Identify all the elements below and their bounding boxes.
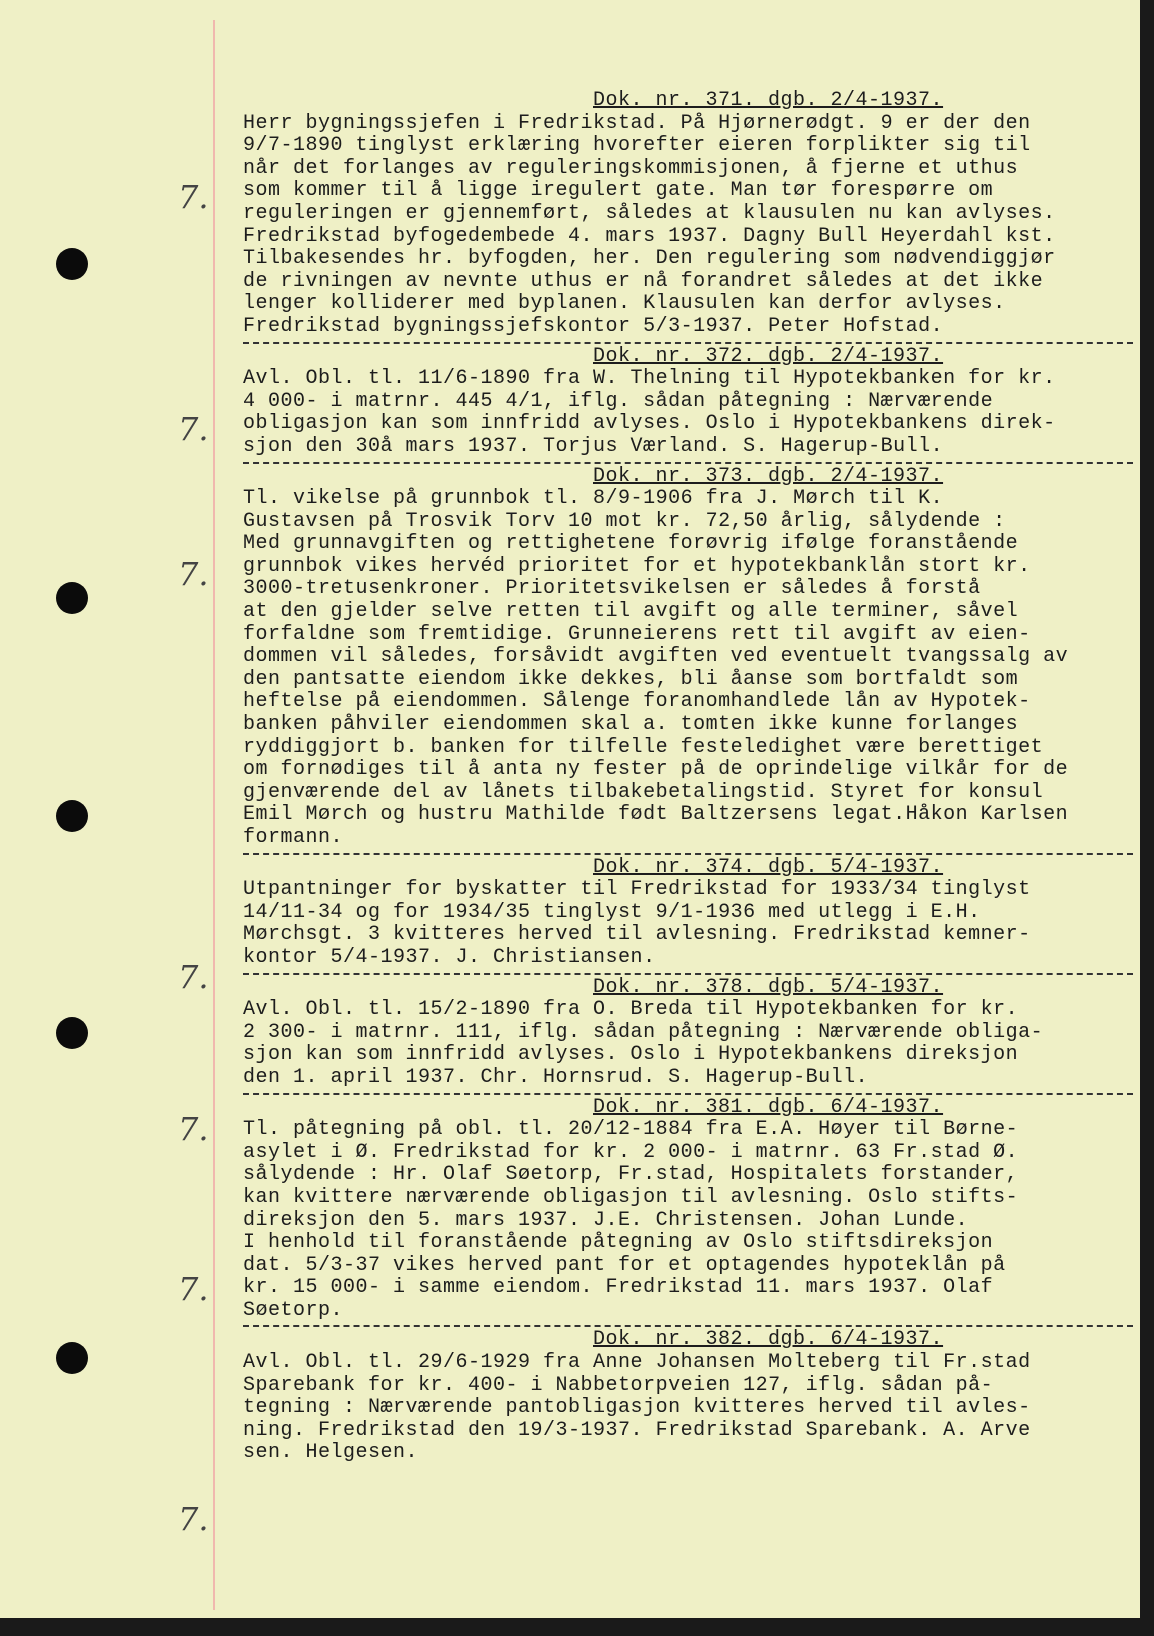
entry-text-line: Utpantninger for byskatter til Fredrikstad for 1933/34 tinglyst xyxy=(243,878,1031,902)
entry-text-line: 14/11-34 og for 1934/35 tinglyst 9/1-1936 med utlegg i E.H. xyxy=(243,900,981,924)
entry-text-line: at den gjelder selve retten til avgift og alle terminer, såvel xyxy=(243,600,1019,624)
entry-separator xyxy=(243,973,1133,975)
punch-hole xyxy=(56,1017,88,1049)
punch-hole xyxy=(56,582,88,614)
entry-text-line: I henhold til foranstående påtegning av Oslo stiftsdireksjon xyxy=(243,1231,994,1255)
entry-separator xyxy=(243,1325,1133,1327)
entry-text-line: Emil Mørch og hustru Mathilde født Baltzersens legat.Håkon Karlsen xyxy=(243,803,1069,827)
margin-check-mark: 7. xyxy=(178,1110,209,1148)
entry-text-line: ryddiggjort b. banken for tilfelle festeledighet være berettiget xyxy=(243,735,1044,759)
entry-header: Dok. nr. 378. dgb. 5/4-1937. xyxy=(593,975,944,999)
entry-text-line: Mørchsgt. 3 kvitteres herved til avlesning. Fredrikstad kemner- xyxy=(243,923,1031,947)
entry-text-line: når det forlanges av reguleringskommisjonen, å fjerne et uthus xyxy=(243,156,1019,180)
document-entry xyxy=(243,90,1133,344)
margin-check-mark: 7. xyxy=(178,958,209,996)
punch-hole xyxy=(56,800,88,832)
entry-text-line: 3000-tretusenkroner. Prioritetsvikelsen er således å forstå xyxy=(243,577,981,601)
entry-separator xyxy=(243,462,1133,464)
entry-text-line: forfaldne som fremtidige. Grunneierens rett til avgift av eien- xyxy=(243,622,1031,646)
entry-text-line: dat. 5/3-37 vikes herved pant for et optagendes hypoteklån på xyxy=(243,1253,1006,1277)
entry-text-line: Herr bygningssjefen i Fredrikstad. På Hjørnerødgt. 9 er der den xyxy=(243,111,1031,135)
entry-text-line: de rivningen av nevnte uthus er nå forandret således at det ikke xyxy=(243,269,1044,293)
punch-hole xyxy=(56,248,88,280)
entry-separator xyxy=(243,1093,1133,1095)
entry-text-line: 4 000- i matrnr. 445 4/1, iflg. sådan påtegning : Nærværende xyxy=(243,389,994,413)
entry-text-line: obligasjon kan som innfridd avlyses. Oslo i Hypotekbankens direk- xyxy=(243,412,1056,436)
entry-text-line: kr. 15 000- i samme eiendom. Fredrikstad 11. mars 1937. Olaf xyxy=(243,1276,994,1300)
entry-text-line: kontor 5/4-1937. J. Christiansen. xyxy=(243,945,656,969)
document-entry xyxy=(243,346,1133,464)
entry-text-line: Gustavsen på Trosvik Torv 10 mot kr. 72,50 årlig, sålydende : xyxy=(243,509,1006,533)
document-body xyxy=(243,90,1133,1465)
entry-text-line: ning. Fredrikstad den 19/3-1937. Fredrikstad Sparebank. A. Arve xyxy=(243,1418,1031,1442)
entry-header: Dok. nr. 381. dgb. 6/4-1937. xyxy=(593,1095,944,1119)
entry-separator xyxy=(243,853,1133,855)
entry-text-line: banken påhviler eiendommen skal a. tomten ikke kunne forlanges xyxy=(243,713,1019,737)
entry-separator xyxy=(243,342,1133,344)
entry-text-line: formann. xyxy=(243,826,344,849)
entry-text-line: den 1. april 1937. Chr. Hornsrud. S. Hagerup-Bull. xyxy=(243,1065,869,1089)
entry-text-line: Fredrikstad bygningssjefskontor 5/3-1937. Peter Hofstad. xyxy=(243,314,944,338)
entry-text-line: grunnbok vikes hervéd prioritet for et hypotekbanklån stort kr. xyxy=(243,554,1031,578)
entry-text-line: gjenværende del av lånets tilbakebetalingstid. Styret for konsul xyxy=(243,780,1044,804)
document-entry xyxy=(243,1329,1133,1465)
margin-check-mark: 7. xyxy=(178,1500,209,1538)
entry-text-line: direksjon den 5. mars 1937. J.E. Christensen. Johan Lunde. xyxy=(243,1208,969,1232)
entry-text-line: Fredrikstad byfogedembede 4. mars 1937. Dagny Bull Heyerdahl kst. xyxy=(243,224,1056,248)
margin-line xyxy=(213,20,215,1610)
entry-text-line: sen. Helgesen. xyxy=(243,1441,419,1465)
entry-text-line: sålydende : Hr. Olaf Søetorp, Fr.stad, Hospitalets forstander, xyxy=(243,1163,1019,1187)
entry-header: Dok. nr. 372. dgb. 2/4-1937. xyxy=(593,344,944,368)
entry-text-line: om fornødiges til å anta ny fester på de oprindelige vilkår for de xyxy=(243,758,1069,782)
entry-text-line: 2 300- i matrnr. 111, iflg. sådan påtegning : Nærværende obliga- xyxy=(243,1020,1044,1044)
entry-text-line: sjon kan som innfridd avlyses. Oslo i Hypotekbankens direksjon xyxy=(243,1043,1019,1067)
entry-text-line: kan kvittere nærværende obligasjon til avlesning. Oslo stifts- xyxy=(243,1185,1019,1209)
entry-text-line: sjon den 30å mars 1937. Torjus Værland. S. Hagerup-Bull. xyxy=(243,434,944,458)
entry-text-line: Søetorp. xyxy=(243,1298,344,1322)
document-entry xyxy=(243,977,1133,1095)
entry-text-line: Tl. vikelse på grunnbok tl. 8/9-1906 fra J. Mørch til K. xyxy=(243,487,944,511)
entry-text-line: som kommer til å ligge iregulert gate. Man tør forespørre om xyxy=(243,179,994,203)
entry-text-line: Avl. Obl. tl. 15/2-1890 fra O. Breda til Hypotekbanken for kr. xyxy=(243,998,1019,1022)
entry-text-line: Med grunnavgiften og rettighetene forøvrig ifølge foranstående xyxy=(243,532,1019,556)
entry-text-line: asylet i Ø. Fredrikstad for kr. 2 000- i matrnr. 63 Fr.stad Ø. xyxy=(243,1140,1019,1164)
document-entry xyxy=(243,466,1133,855)
entry-text-line: lenger kolliderer med byplanen. Klausulen kan derfor avlyses. xyxy=(243,292,1006,316)
entry-text-line: tegning : Nærværende pantobligasjon kvitteres herved til avles- xyxy=(243,1396,1031,1420)
margin-check-mark: 7. xyxy=(178,555,209,593)
entry-text-line: reguleringen er gjennemført, således at klausulen nu kan avlyses. xyxy=(243,201,1056,225)
entry-header: Dok. nr. 371. dgb. 2/4-1937. xyxy=(593,89,944,112)
document-entry xyxy=(243,857,1133,975)
document-entry xyxy=(243,1097,1133,1328)
entry-text-line: den pantsatte eiendom ikke dekkes, bli åanse som bortfaldt som xyxy=(243,667,1019,691)
entry-text-line: Avl. Obl. tl. 29/6-1929 fra Anne Johansen Molteberg til Fr.stad xyxy=(243,1351,1031,1375)
entry-text-line: Avl. Obl. tl. 11/6-1890 fra W. Thelning til Hypotekbanken for kr. xyxy=(243,367,1056,391)
margin-check-mark: 7. xyxy=(178,1270,209,1308)
entry-text-line: heftelse på eiendommen. Sålenge foranomhandlede lån av Hypotek- xyxy=(243,690,1031,714)
entry-header: Dok. nr. 374. dgb. 5/4-1937. xyxy=(593,855,944,879)
entry-text-line: Sparebank for kr. 400- i Nabbetorpveien 127, iflg. sådan på- xyxy=(243,1373,994,1397)
margin-check-mark: 7. xyxy=(178,410,209,448)
entry-text-line: dommen vil således, forsåvidt avgiften ved eventuelt tvangssalg av xyxy=(243,645,1069,669)
entry-text-line: Tilbakesendes hr. byfogden, her. Den regulering som nødvendiggjør xyxy=(243,247,1056,271)
entry-header: Dok. nr. 373. dgb. 2/4-1937. xyxy=(593,464,944,488)
entry-text-line: Tl. påtegning på obl. tl. 20/12-1884 fra E.A. Høyer til Børne- xyxy=(243,1118,1019,1142)
punch-hole xyxy=(56,1342,88,1374)
margin-check-mark: 7. xyxy=(178,178,209,216)
entry-header: Dok. nr. 382. dgb. 6/4-1937. xyxy=(593,1328,944,1352)
entry-text-line: 9/7-1890 tinglyst erklæring hvorefter eieren forplikter sig til xyxy=(243,134,1031,158)
